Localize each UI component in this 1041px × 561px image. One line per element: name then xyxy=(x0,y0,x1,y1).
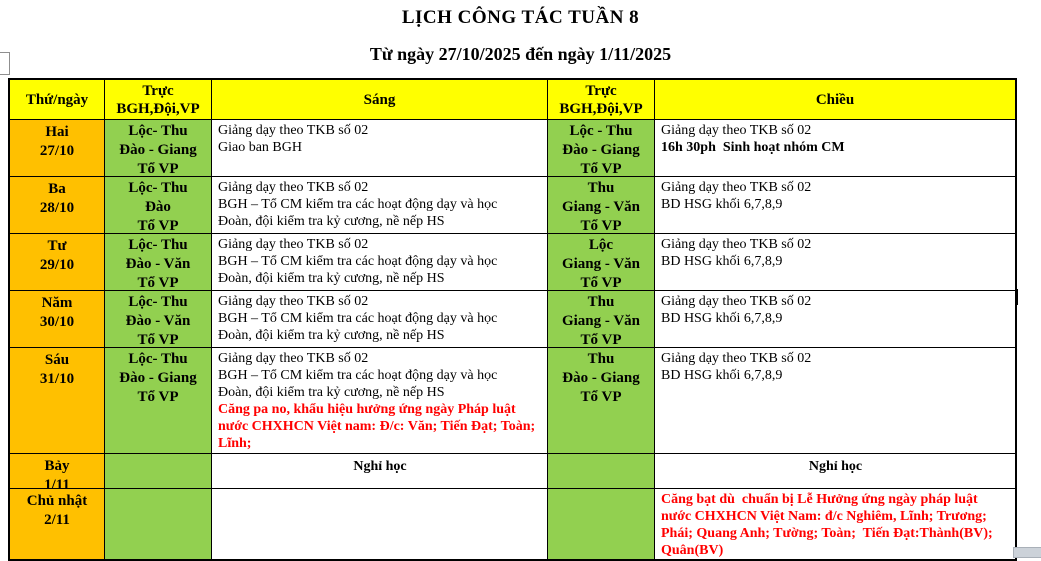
duty-afternoon-bay xyxy=(548,454,655,489)
task-line: BD HSG khối 6,7,8,9 xyxy=(661,254,783,269)
task-line: Giảng dạy theo TKB số 02 xyxy=(661,237,812,252)
task-line: Giảng dạy theo TKB số 02 xyxy=(661,351,812,366)
day-date: 30/10 xyxy=(39,314,75,330)
day-cell-tu xyxy=(10,234,105,291)
duty-afternoon-sau xyxy=(548,348,655,454)
morning-cell-tu xyxy=(212,234,548,291)
duty-line: Tổ VP xyxy=(137,161,179,177)
header-duty-line2: BGH,Đội,VP xyxy=(116,100,200,117)
day-name: Hai xyxy=(45,124,69,140)
duty-line: Lộc xyxy=(588,237,614,253)
day-date: 29/10 xyxy=(39,257,75,273)
header-duty2-line2: BGH,Đội,VP xyxy=(559,100,643,117)
page-title: LỊCH CÔNG TÁC TUẦN 8 xyxy=(401,7,640,28)
day-name: Tư xyxy=(47,238,67,254)
duty-line: Đào - Văn xyxy=(125,313,191,329)
header-cell-afternoon xyxy=(655,80,1015,120)
afternoon-cell-hai xyxy=(655,120,1015,177)
day-cell-sau xyxy=(10,348,105,454)
task-line: BD HSG khối 6,7,8,9 xyxy=(661,311,783,326)
day-name: Bảy xyxy=(44,458,70,474)
task-line: BD HSG khối 6,7,8,9 xyxy=(661,197,783,212)
day-date: 2/11 xyxy=(44,512,70,528)
morning-cell-bay xyxy=(212,454,548,489)
duty-line: Tổ VP xyxy=(580,389,622,405)
afternoon-cell-sau xyxy=(655,348,1015,454)
duty-line: Đào - Giang xyxy=(562,142,640,158)
task-line: Đoàn, đội kiểm tra kỷ cương, nề nếp HS xyxy=(218,271,445,286)
duty-morning-chunhat xyxy=(105,489,212,559)
morning-cell-hai xyxy=(212,120,548,177)
object-anchor-icon xyxy=(0,52,10,75)
holiday-note: Nghỉ học xyxy=(353,459,407,474)
scrollbar-fragment[interactable] xyxy=(1013,547,1041,558)
task-line: Giảng dạy theo TKB số 02 xyxy=(218,294,369,309)
schedule-table xyxy=(8,78,1017,561)
duty-line: Lộc- Thu xyxy=(128,123,188,139)
day-cell-chunhat xyxy=(10,489,105,559)
alert-note: Căng pa no, khẩu hiệu hưởng ứng ngày Pháp luật nước CHXHCN Việt nam: Đ/c: Văn; Tiến Đạt; Toàn; Lĩnh; xyxy=(218,402,539,451)
task-line: Giảng dạy theo TKB số 02 xyxy=(218,237,369,252)
day-cell-bay xyxy=(10,454,105,489)
task-line-bold: 16h 30ph Sinh hoạt nhóm CM xyxy=(661,140,845,155)
duty-line: Tổ VP xyxy=(580,332,622,348)
task-line: Giảng dạy theo TKB số 02 xyxy=(661,180,812,195)
task-line: Giảng dạy theo TKB số 02 xyxy=(661,294,812,309)
afternoon-cell-ba xyxy=(655,177,1015,234)
duty-afternoon-chunhat xyxy=(548,489,655,559)
duty-line: Lộc- Thu xyxy=(128,294,188,310)
task-line: Giảng dạy theo TKB số 02 xyxy=(218,123,369,138)
header-cell-duty-afternoon xyxy=(548,80,655,120)
morning-cell-nam xyxy=(212,291,548,348)
task-line: BD HSG khối 6,7,8,9 xyxy=(661,368,783,383)
duty-line: Lộc- Thu xyxy=(128,180,188,196)
task-line: Giảng dạy theo TKB số 02 xyxy=(218,351,369,366)
day-name: Chủ nhật xyxy=(26,493,88,509)
duty-line: Giang - Văn xyxy=(561,199,641,215)
header-cell-day xyxy=(10,80,105,120)
day-date: 27/10 xyxy=(39,143,75,159)
duty-line: Tổ VP xyxy=(137,218,179,234)
duty-line: Thu xyxy=(587,351,615,367)
task-line: Giao ban BGH xyxy=(218,140,302,155)
afternoon-cell-tu xyxy=(655,234,1015,291)
header-duty-line1: Trực xyxy=(142,82,174,99)
duty-line: Tổ VP xyxy=(137,275,179,291)
duty-morning-sau xyxy=(105,348,212,454)
header-duty2-line1: Trực xyxy=(585,82,617,99)
day-cell-nam xyxy=(10,291,105,348)
duty-line: Thu xyxy=(587,294,615,310)
header-afternoon-label: Chiều xyxy=(815,91,855,108)
duty-afternoon-ba xyxy=(548,177,655,234)
duty-afternoon-nam xyxy=(548,291,655,348)
task-line: Giảng dạy theo TKB số 02 xyxy=(218,180,369,195)
duty-line: Tổ VP xyxy=(137,332,179,348)
duty-line: Lộc- Thu xyxy=(128,351,188,367)
duty-line: Tổ VP xyxy=(580,161,622,177)
morning-cell-sau xyxy=(212,348,548,454)
afternoon-cell-bay xyxy=(655,454,1015,489)
header-cell-duty-morning xyxy=(105,80,212,120)
duty-line: Đào - Văn xyxy=(125,256,191,272)
header-cell-morning xyxy=(212,80,548,120)
afternoon-cell-chunhat xyxy=(655,489,1015,559)
task-line: Đoàn, đội kiểm tra kỷ cương, nề nếp HS xyxy=(218,385,445,400)
day-cell-hai xyxy=(10,120,105,177)
duty-line: Giang - Văn xyxy=(561,256,641,272)
day-name: Năm xyxy=(41,295,73,311)
duty-line: Đào - Giang xyxy=(562,370,640,386)
duty-morning-nam xyxy=(105,291,212,348)
day-date: 28/10 xyxy=(39,200,75,216)
duty-afternoon-tu xyxy=(548,234,655,291)
header-day-label: Thứ/ngày xyxy=(25,91,89,108)
duty-line: Giang - Văn xyxy=(561,313,641,329)
morning-cell-ba xyxy=(212,177,548,234)
morning-cell-chunhat xyxy=(212,489,548,559)
task-line: BGH – Tổ CM kiểm tra các hoạt động dạy và học xyxy=(218,311,498,326)
duty-line: Đào xyxy=(145,199,171,215)
duty-line: Lộc- Thu xyxy=(128,237,188,253)
task-line: Đoàn, đội kiểm tra kỷ cương, nề nếp HS xyxy=(218,214,445,229)
duty-line: Tổ VP xyxy=(137,389,179,405)
day-name: Ba xyxy=(48,181,66,197)
header-morning-label: Sáng xyxy=(363,91,396,108)
day-name: Sáu xyxy=(44,352,70,368)
duty-line: Lộc - Thu xyxy=(569,123,633,139)
duty-line: Thu xyxy=(587,180,615,196)
day-date: 1/11 xyxy=(44,477,70,489)
cursor-artifact xyxy=(1015,289,1018,305)
duty-morning-ba xyxy=(105,177,212,234)
duty-line: Đào - Giang xyxy=(119,142,197,158)
task-line: BGH – Tổ CM kiểm tra các hoạt động dạy và học xyxy=(218,368,498,383)
task-line: Giảng dạy theo TKB số 02 xyxy=(661,123,812,138)
task-line: BGH – Tổ CM kiểm tra các hoạt động dạy và học xyxy=(218,197,498,212)
duty-line: Tổ VP xyxy=(580,218,622,234)
duty-morning-tu xyxy=(105,234,212,291)
day-cell-ba xyxy=(10,177,105,234)
page-subtitle: Từ ngày 27/10/2025 đến ngày 1/11/2025 xyxy=(369,44,672,64)
task-line: Đoàn, đội kiểm tra kỷ cương, nề nếp HS xyxy=(218,328,445,343)
afternoon-cell-nam xyxy=(655,291,1015,348)
duty-afternoon-hai xyxy=(548,120,655,177)
holiday-note: Nghỉ học xyxy=(808,459,863,474)
duty-line: Đào - Giang xyxy=(119,370,197,386)
duty-morning-bay xyxy=(105,454,212,489)
day-date: 31/10 xyxy=(39,371,75,387)
duty-line: Tổ VP xyxy=(580,275,622,291)
alert-note: Căng bạt dù chuẩn bị Lễ Hưởng ứng ngày pháp luật nước CHXHCN Việt Nam: đ/c Nghiêm, Lĩnh; Trương; Phái; Quang Anh; Tường; Toàn; Tiến Đạt:Thành(BV); Quân(BV) xyxy=(661,492,997,558)
task-line: BGH – Tổ CM kiểm tra các hoạt động dạy và học xyxy=(218,254,498,269)
duty-morning-hai xyxy=(105,120,212,177)
